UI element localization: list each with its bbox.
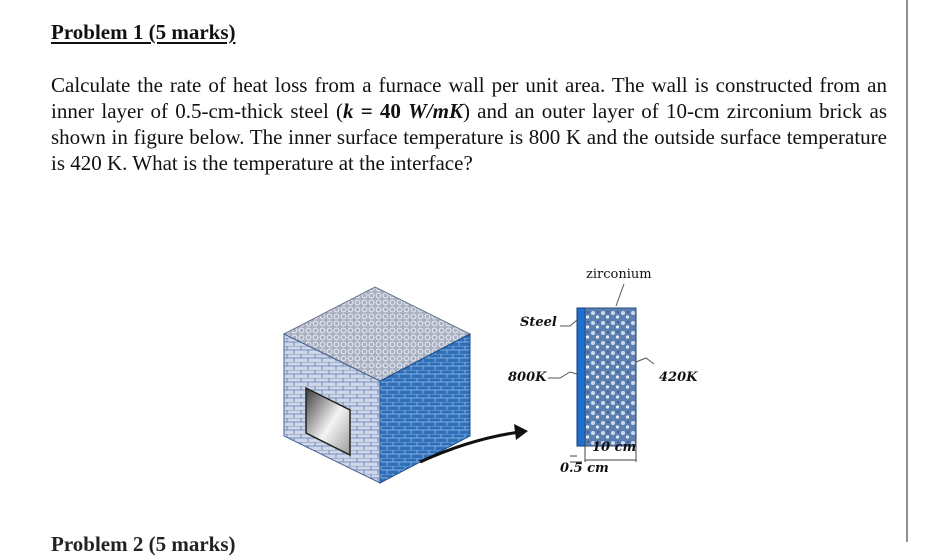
conductivity-expression xyxy=(343,99,463,123)
conductivity-units: W/mK xyxy=(408,99,463,123)
steel-label: Steel xyxy=(520,315,557,330)
statement-part-1: Calculate the rate of heat loss from a furnace wall per unit area. The wall is constructed from an inner layer of 0.5-cm-thick steel ( xyxy=(51,73,887,123)
zirconium-thickness-label: 10 cm xyxy=(592,440,637,455)
next-problem-heading-cut-off: Problem 2 (5 marks) xyxy=(51,532,236,556)
zirconium-layer xyxy=(585,308,636,446)
inner-temp-leader xyxy=(548,372,577,378)
conductivity-symbol: k xyxy=(343,99,354,123)
zirconium-label: zirconium xyxy=(586,267,652,282)
page-right-border xyxy=(906,0,908,542)
statement-part-2: ) and an outer layer of 10-cm zirconium brick as shown in figure below. The inner surface temperature is 800 K and the outside surface temperature is 420 K. What is the temperature at the interface? xyxy=(51,99,888,175)
steel-thickness-label: 0.5 cm xyxy=(560,461,609,476)
steel-layer xyxy=(577,308,585,446)
outer-temperature-label: 420K xyxy=(659,370,698,385)
zirconium-leader xyxy=(616,284,624,306)
furnace-wall-figure xyxy=(270,250,730,500)
furnace-to-wall-arrowhead xyxy=(514,424,528,440)
inner-temperature-label: 800K xyxy=(508,370,547,385)
steel-leader xyxy=(560,320,577,326)
conductivity-value: = 40 xyxy=(353,99,409,123)
outer-temp-leader xyxy=(636,358,654,364)
problem-heading: Problem 1 (5 marks) xyxy=(51,20,236,44)
problem-statement xyxy=(51,72,887,176)
